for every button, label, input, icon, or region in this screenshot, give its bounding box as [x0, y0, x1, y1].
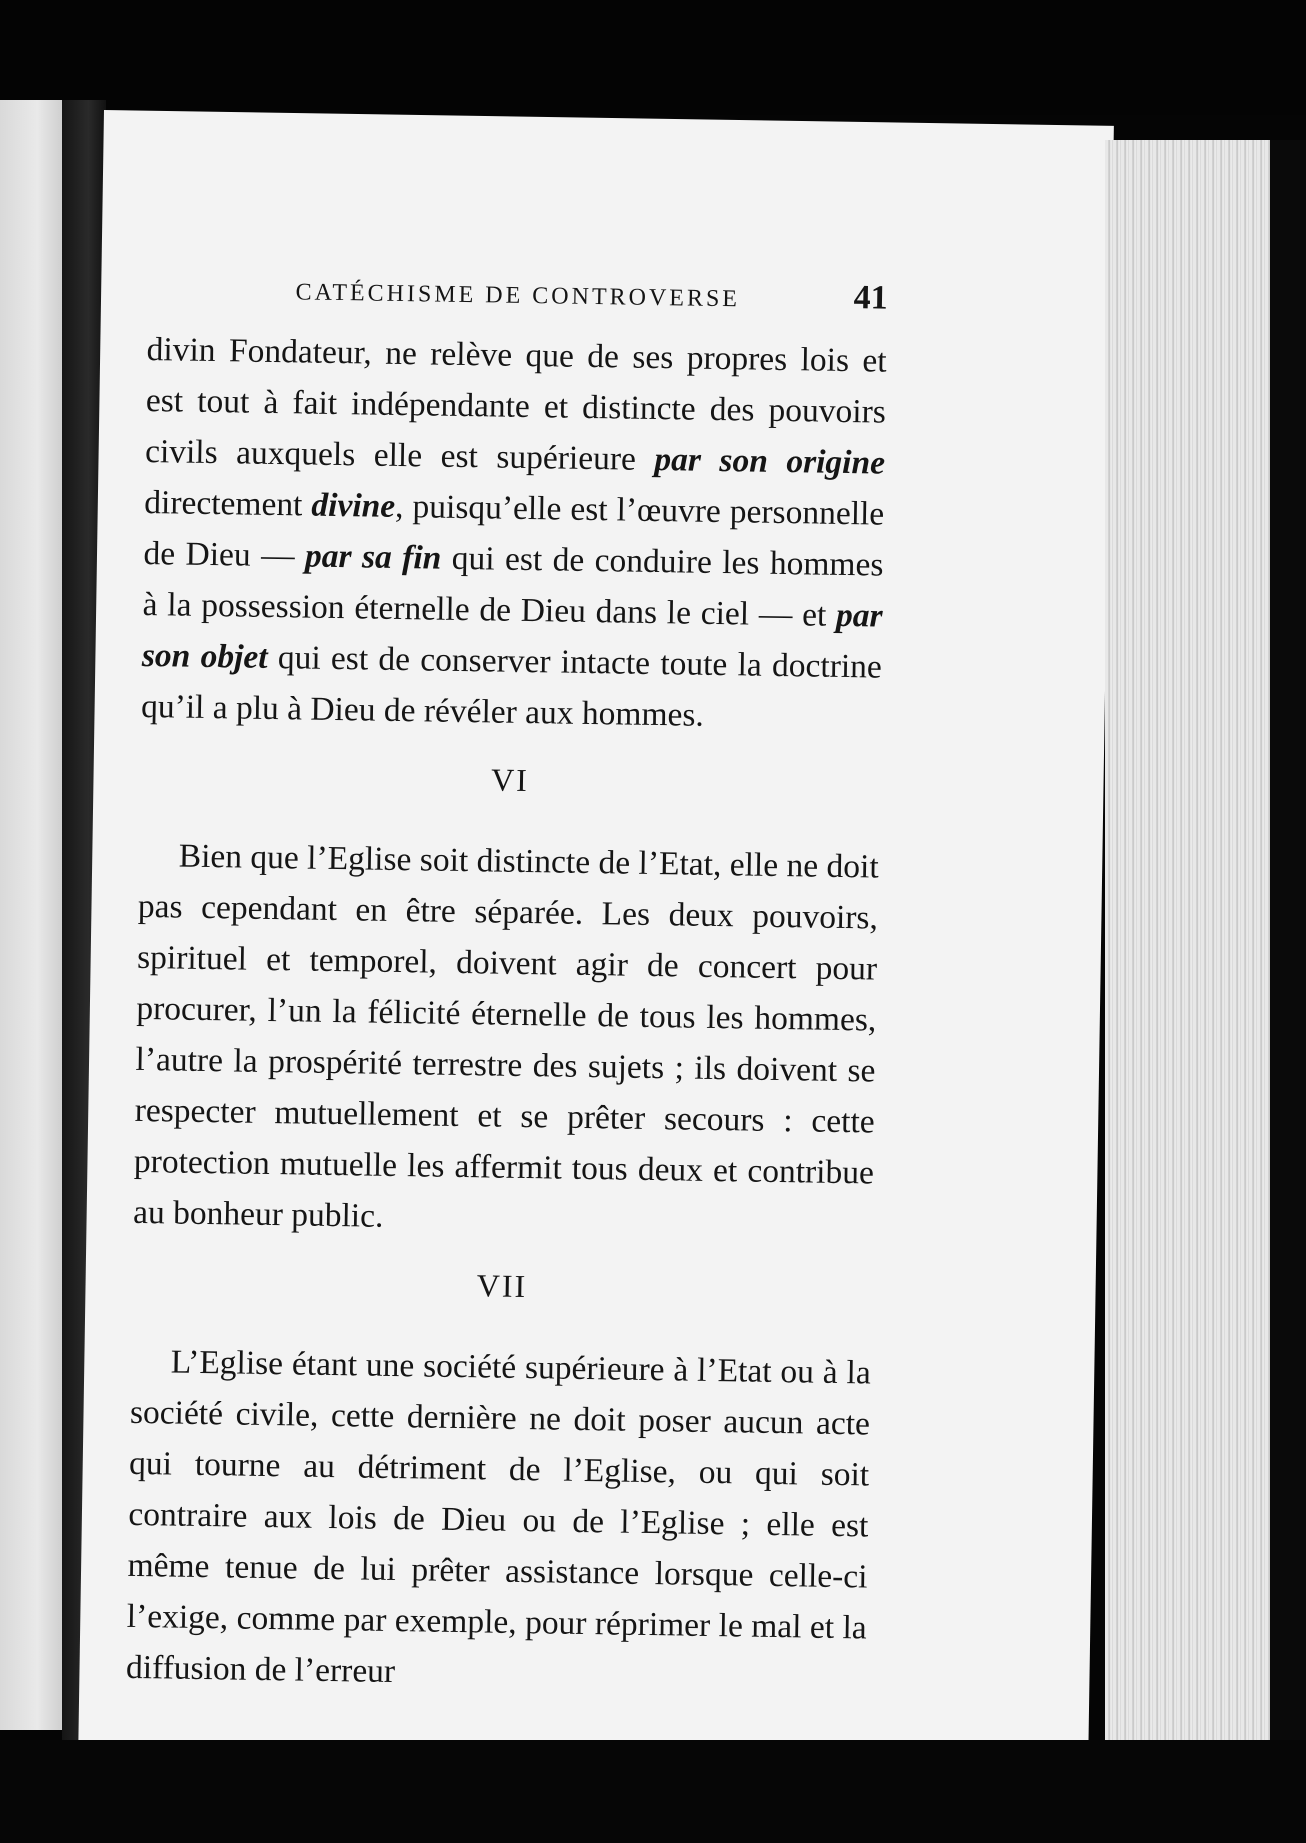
page-text-block: [126, 268, 888, 1704]
section-vii-paragraph: L’Eglise étant une société supérieure à l’Etat ou à la société civile, cette dernière ne doit poser aucun acte qui tourne au détriment de l’Eglise, ou qui soit contraire aux lois de Dieu ou de l’Eglise ; elle est même tenue de lui prêter assistance lorsque celle-ci l’exige, comme par exemple, pour réprimer le mal et la diffusion de l’erreur: [125, 1343, 872, 1691]
page-stack-edges: [1105, 140, 1270, 1750]
emphasis-text: par son objet: [141, 596, 883, 676]
emphasis-text: par sa fin: [304, 537, 442, 577]
scan-background-top: [0, 0, 1306, 115]
running-head: [295, 270, 888, 329]
running-title: CATÉCHISME DE CONTROVERSE: [295, 279, 741, 313]
paragraph-text: directement: [144, 483, 312, 524]
paragraph-text: qui est de conserver intacte toute la doctrine qu’il a plu à Dieu de révéler aux hommes.: [140, 638, 883, 734]
section-vi-paragraph: Bien que l’Eglise soit distincte de l’Etat, elle ne doit pas cependant en être séparée. Les deux pouvoirs, spirituel et temporel, doivent agir de concert pour procurer, l’un la félicité éternelle de tous les hommes, l’autre la prospérité terrestre des sujets ; ils doivent se respecter mutuellement et se prêter secours : cette protection mutuelle les affermit tous deux et contribue au bonheur public.: [132, 837, 879, 1235]
emphasis-text: divine: [311, 486, 396, 525]
paragraph-continuation: [141, 324, 887, 744]
scan-background-right: [1270, 140, 1306, 1843]
paragraph-text: qui est de conduire les hommes à la possession éternelle de Dieu dans le ciel — et: [142, 539, 884, 634]
section-number-vi: VI: [490, 761, 530, 799]
paragraph-text: divin Fondateur, ne relève que de ses propres lois et est tout à fait indépendante et distincte des pouvoirs civils auxquels elle est supérieure: [144, 330, 887, 478]
previous-page-edge: [0, 100, 62, 1730]
paragraph-text: , puisqu’elle est l’œuvre personnelle de Dieu —: [143, 487, 885, 575]
section-number-vii: VII: [476, 1267, 528, 1305]
page-number: 41: [853, 279, 888, 317]
emphasis-text: par son origine: [654, 440, 886, 482]
scan-background-bottom: [0, 1740, 1306, 1843]
